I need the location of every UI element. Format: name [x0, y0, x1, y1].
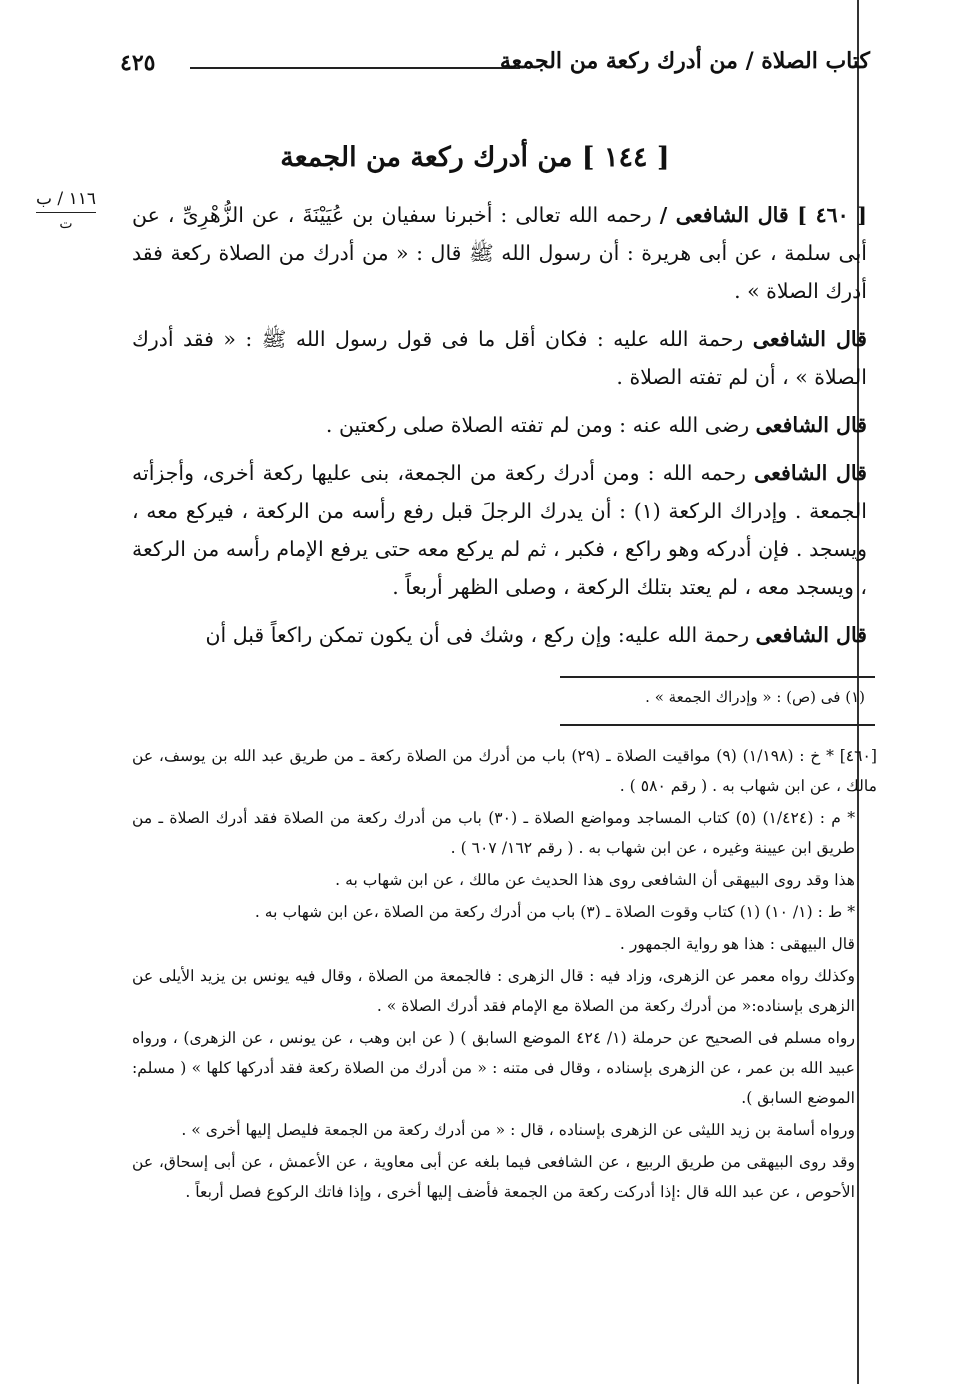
chapter-title: [ ١٤٤ ] من أدرك ركعة من الجمعة — [280, 142, 670, 173]
note-paragraph: قال البيهقى : هذا هو رواية الجمهور . — [619, 935, 855, 953]
note-paragraph: * ط : (١/ ١٠) (١) كتاب وقوت الصلاة ـ (٣) باب من أدرك ركعة من الصلاة ،عن ابن شهاب به . — [254, 903, 855, 921]
paragraph-lead: قال الشافعى — [755, 623, 867, 647]
paragraph-text: رحمه الله تعالى : أخبرنا سفيان بن عُيَيْنَةَ ، عن الزُّهْرِىِّ ، عن أبى سلمة ، عن أبى هريرة : أن رسول الله ﷺ قال : « من أدرك من الصلاة ركعة فقد أدرك الصلاة » . — [132, 203, 867, 303]
paragraph — [132, 320, 867, 396]
note-paragraph: هذا وقد روى البيهقى أن الشافعى روى هذا الحديث عن مالك ، عن ابن شهاب به . — [335, 871, 855, 889]
running-header — [120, 48, 870, 88]
paragraph-text: رحمه الله : ومن أدرك ركعة من الجمعة، بنى عليها ركعة أخرى، وأجزأته الجمعة . وإدراك الركعة (١) : أن يدرك الرجلَ قبل رفع رأسه من الركعة ، فيركع معه ، ويسجد . فإن أدركه وهو راكع ، فكبر ، ثم لم يركع معه حتى يرفع الإمام رأسه من الركعة ، ويسجد معه ، لم يعتد بتلك الركعة ، وصلى الظهر أربعاً . — [132, 461, 867, 599]
note-paragraph: وقد روى البيهقى من طريق الربيع ، عن الشافعى فيما بلغه عن أبى معاوية ، عن الأعمش ، عن أبى إسحاق، عن الأحوص ، عن عبد الله قال :إذا أدركت ركعة من الجمعة فأضف إليها أخرى ، وإذا فاتك الركوع فصل أربعاً . — [132, 1153, 855, 1201]
paragraph — [132, 454, 867, 606]
header-title: كتاب الصلاة / من أدرك ركعة من الجمعة — [499, 48, 870, 74]
paragraph-lead: قال الشافعى — [755, 413, 867, 437]
paragraph-lead: قال الشافعى — [754, 461, 867, 485]
margin-note — [36, 188, 96, 235]
page-number: ٤٢٥ — [120, 50, 156, 76]
paragraph-lead: [ ٤٦٠ ] قال الشافعى / — [659, 203, 867, 227]
margin-note-folio: ١١٦ / ب — [36, 188, 96, 213]
paragraph-text: رحمة الله عليه: وإن ركع ، وشك فى أن يكون تمكن راكعاً قبل أن — [205, 623, 756, 647]
note-paragraph: * م : (١/٤٢٤) (٥) كتاب المساجد ومواضع الصلاة ـ (٣٠) باب من أدرك ركعة من الصلاة فقد أدرك الصلاة ـ من طريق ابن عيينة وغيره ، عن ابن شهاب به . ( رقم ١٦٢/ ٦٠٧ ) . — [132, 809, 856, 857]
footnote: (١) فى (ص) : « وإدراك الجمعة » . — [645, 688, 865, 706]
note-paragraph: [٤٦٠] * خ : (١/١٩٨) (٩) مواقيت الصلاة ـ (٢٩) باب من أدرك من الصلاة ركعة ـ من طريق عبد الله بن يوسف، عن مالك ، عن ابن شهاب به . ( رقم ٥٨٠ ) . — [132, 747, 878, 795]
footnote-rule — [560, 676, 875, 678]
paragraph — [132, 406, 867, 444]
paragraph — [132, 196, 867, 310]
paragraph-text: رحمة الله عليه : فكان أقل ما فى قول رسول الله ﷺ : « فقد أدرك الصلاة » ، أن لم تفته الصلاة . — [132, 327, 867, 389]
paragraph — [132, 616, 867, 654]
paragraph-lead: قال الشافعى — [752, 327, 867, 351]
note-paragraph: ورواه أسامة بن زيد الليثى عن الزهرى بإسناده ، قال : « من أدرك ركعة من الجمعة فليصل إليها أخرى » . — [181, 1121, 855, 1139]
header-rule — [190, 67, 520, 69]
note-paragraph: وكذلك رواه معمر عن الزهرى، وزاد فيه : قال الزهرى : فالجمعة من الصلاة ، وقال فيه يونس بن يزيد الأيلى عن الزهرى بإسناده:« من أدرك ركعة من الصلاة مع الإمام فقد أدرك الصلاة » . — [132, 967, 855, 1015]
margin-note-siglum: ت — [59, 216, 73, 232]
paragraph-text: رضى الله عنه : ومن لم تفته الصلاة صلى ركعتين . — [325, 413, 756, 437]
note-paragraph: رواه مسلم فى الصحيح عن حرملة (١/ ٤٢٤ الموضع السابق ) ( عن ابن وهب ، عن يونس ، عن الزهرى) ، ورواه عبيد الله بن عمر ، عن الزهرى بإسناده ، وقال فى متنه : « من أدرك من الصلاة ركعة فقد أدركها كلها » ( مسلم: الموضع السابق ). — [132, 1029, 855, 1107]
main-text — [132, 196, 867, 664]
footnote-rule — [560, 724, 875, 726]
takhrij-notes — [132, 741, 877, 1209]
